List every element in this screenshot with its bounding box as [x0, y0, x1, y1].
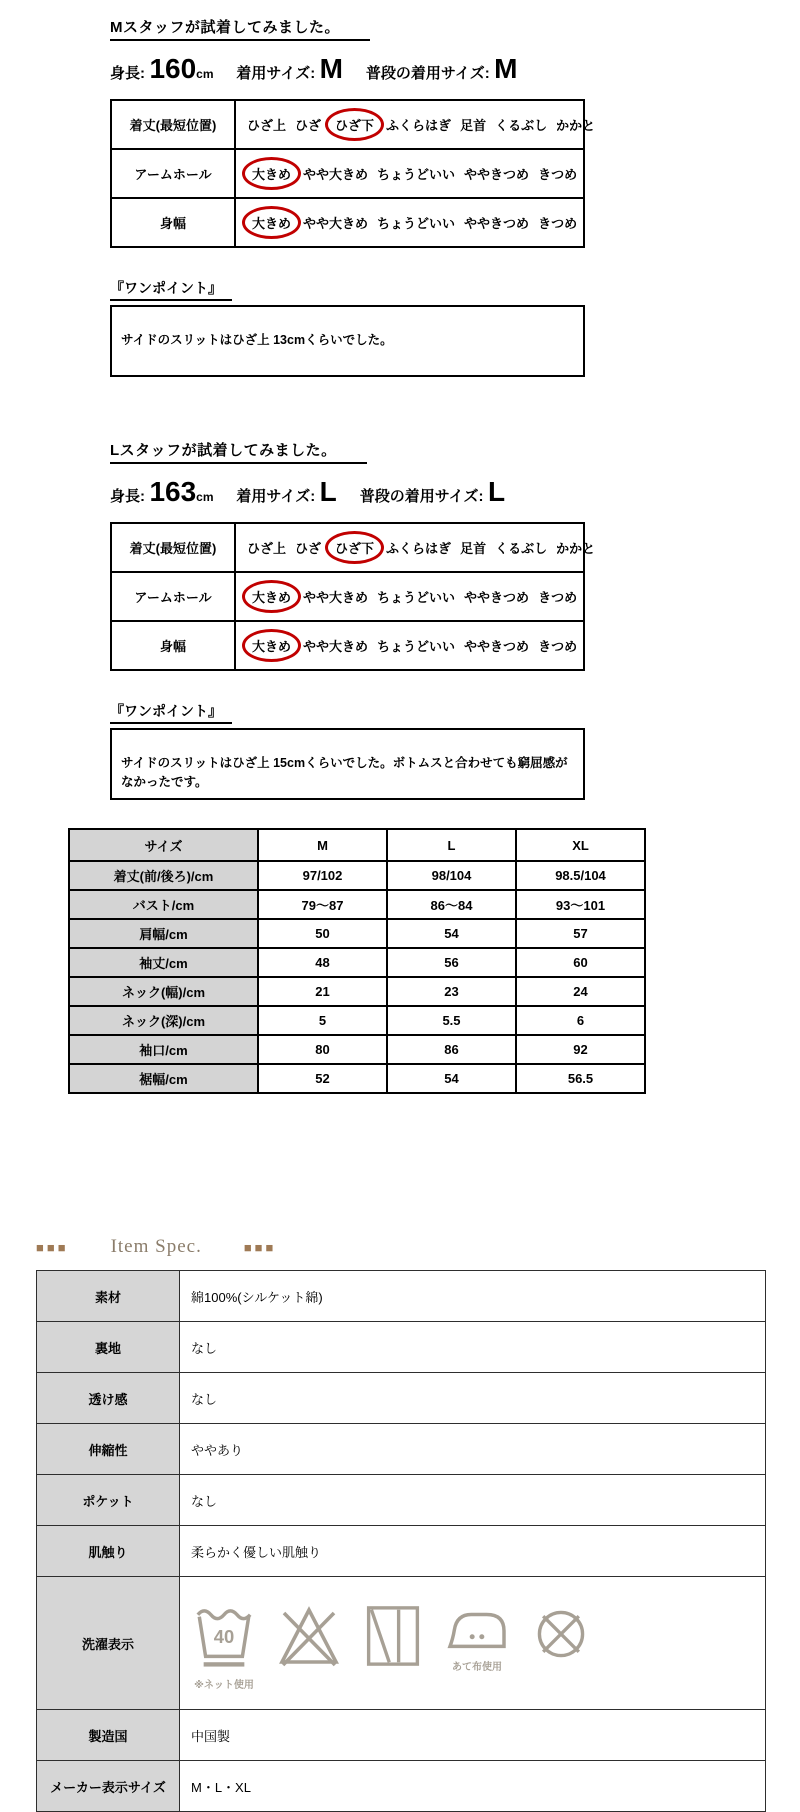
spec-table-row: [37, 1271, 766, 1322]
item-spec-heading: [36, 1236, 800, 1258]
usual-size-value: L: [487, 476, 506, 507]
size-value-cell: 54: [387, 919, 516, 948]
size-column-header: L: [387, 829, 516, 861]
spec-table-row: [37, 1322, 766, 1373]
height-label: 身長:: [110, 65, 145, 82]
fit-table: [110, 99, 596, 248]
fit-option: ちょうどいい: [377, 216, 456, 231]
fit-row-label: アームホール: [112, 573, 236, 620]
fit-option: きつめ: [538, 639, 578, 654]
size-table-row: [69, 861, 645, 890]
fit-option: かかと: [556, 541, 596, 556]
size-table-row: [69, 890, 645, 919]
spec-row-label: 透け感: [37, 1373, 180, 1424]
heading-squares-left-icon: ■■■: [36, 1239, 69, 1255]
fit-row: [112, 150, 583, 199]
spec-row-label: 裏地: [37, 1322, 180, 1373]
fit-row: [112, 524, 596, 573]
fit-options: [236, 199, 586, 246]
fit-option-selected: 大きめ: [242, 157, 301, 190]
size-table: [68, 828, 646, 1094]
fit-option: ふくらはぎ: [386, 118, 452, 133]
fit-row: [112, 622, 583, 669]
fit-option: きつめ: [538, 216, 578, 231]
no-bleach-icon: [277, 1602, 341, 1670]
spec-row-label: 肌触り: [37, 1526, 180, 1577]
size-value-cell: 93〜101: [516, 890, 645, 919]
review-section-m: [110, 0, 800, 377]
size-value-cell: 5.5: [387, 1006, 516, 1035]
size-value-cell: 86〜84: [387, 890, 516, 919]
fit-option: ややきつめ: [464, 216, 530, 231]
fit-option: 足首: [460, 118, 487, 133]
review-title: Mスタッフが試着してみました。: [110, 16, 370, 41]
fit-row-label: 着丈(最短位置): [112, 524, 236, 571]
size-value-cell: 57: [516, 919, 645, 948]
usual-size-label: 普段の着用サイズ:: [365, 65, 490, 82]
spec-row-value: なし: [180, 1373, 766, 1424]
fit-option: きつめ: [538, 590, 578, 605]
spec-row-value: なし: [180, 1322, 766, 1373]
onepoint-comment: サイドのスリットはひざ上 13cmくらいでした。: [110, 305, 585, 377]
fit-option: ひざ: [295, 118, 322, 133]
wear-size-value: L: [319, 476, 337, 507]
height-label: 身長:: [110, 488, 145, 505]
fit-row: [112, 199, 583, 246]
review-section-l: [110, 439, 800, 800]
fit-option-selected: 大きめ: [242, 580, 301, 613]
usual-size-value: M: [494, 53, 518, 84]
size-table-header: [69, 829, 645, 861]
fit-row-label: 着丈(最短位置): [112, 101, 236, 148]
review-stats: [110, 476, 800, 508]
size-value-cell: 97/102: [258, 861, 387, 890]
fit-option: ちょうどいい: [377, 639, 456, 654]
spec-table-row: [37, 1424, 766, 1475]
size-column-header: M: [258, 829, 387, 861]
size-row-label: 肩幅/cm: [69, 919, 258, 948]
spec-table-row: [37, 1710, 766, 1761]
fit-row: [112, 101, 596, 150]
size-table-row: [69, 977, 645, 1006]
onepoint-block: [110, 278, 800, 377]
usual-size-label: 普段の着用サイズ:: [359, 488, 484, 505]
wear-size-label: 着用サイズ:: [236, 488, 316, 505]
spec-row-label: 伸縮性: [37, 1424, 180, 1475]
iron-with-cloth-icon: [445, 1602, 509, 1673]
fit-row: [112, 573, 583, 622]
size-value-cell: 86: [387, 1035, 516, 1064]
fit-options: [236, 524, 604, 571]
fit-option: やや大きめ: [303, 590, 369, 605]
fit-option: ひざ上: [247, 118, 287, 133]
spec-table-row: [37, 1526, 766, 1577]
fit-options: [236, 622, 586, 669]
fit-row-label: アームホール: [112, 150, 236, 197]
height-unit: cm: [196, 67, 214, 81]
review-title: Lスタッフが試着してみました。: [110, 439, 367, 464]
fit-option: やや大きめ: [303, 216, 369, 231]
item-spec-title: Item Spec.: [110, 1236, 202, 1257]
size-row-label: ネック(深)/cm: [69, 1006, 258, 1035]
height-unit: cm: [196, 490, 214, 504]
size-value-cell: 92: [516, 1035, 645, 1064]
spec-row-value: 柔らかく優しい肌触り: [180, 1526, 766, 1577]
size-value-cell: 79〜87: [258, 890, 387, 919]
fit-option: ややきつめ: [464, 590, 530, 605]
fit-option: ちょうどいい: [377, 590, 456, 605]
spec-row-value: 綿100%(シルケット綿): [180, 1271, 766, 1322]
wear-size-label: 着用サイズ:: [236, 65, 316, 82]
fit-option: ややきつめ: [464, 167, 530, 182]
fit-options: [236, 101, 604, 148]
size-value-cell: 5: [258, 1006, 387, 1035]
size-value-cell: 98/104: [387, 861, 516, 890]
spec-row-label: ポケット: [37, 1475, 180, 1526]
review-stats: [110, 53, 800, 85]
fit-option: ややきつめ: [464, 639, 530, 654]
size-value-cell: 56: [387, 948, 516, 977]
size-row-label: ネック(幅)/cm: [69, 977, 258, 1006]
fit-option-selected: 大きめ: [242, 206, 301, 239]
wash-40-icon: [193, 1602, 255, 1691]
size-value-cell: 24: [516, 977, 645, 1006]
size-value-cell: 21: [258, 977, 387, 1006]
spec-table-row: [37, 1761, 766, 1812]
spec-laundry-cell: [180, 1577, 766, 1710]
onepoint-block: [110, 701, 800, 800]
spec-row-value: ややあり: [180, 1424, 766, 1475]
fit-option: やや大きめ: [303, 639, 369, 654]
size-value-cell: 98.5/104: [516, 861, 645, 890]
fit-option: 足首: [460, 541, 487, 556]
size-row-label: 袖口/cm: [69, 1035, 258, 1064]
spec-row-value: 中国製: [180, 1710, 766, 1761]
size-value-cell: 48: [258, 948, 387, 977]
size-table-row: [69, 1035, 645, 1064]
fit-row-label: 身幅: [112, 199, 236, 246]
onepoint-title: 『ワンポイント』: [110, 701, 232, 724]
fit-option: くるぶし: [495, 118, 548, 133]
fit-option: やや大きめ: [303, 167, 369, 182]
spec-row-label: 製造国: [37, 1710, 180, 1761]
iron-caption: あて布使用: [452, 1661, 502, 1673]
size-table-row: [69, 1064, 645, 1093]
line-dry-shade-icon: [363, 1602, 423, 1670]
fit-option: きつめ: [538, 167, 578, 182]
height-value: 160: [149, 53, 197, 84]
fit-option: ひざ: [295, 541, 322, 556]
wear-size-value: M: [319, 53, 343, 84]
size-value-cell: 23: [387, 977, 516, 1006]
size-value-cell: 60: [516, 948, 645, 977]
size-row-label: バスト/cm: [69, 890, 258, 919]
size-table-row: [69, 948, 645, 977]
size-value-cell: 50: [258, 919, 387, 948]
fit-option-selected: ひざ下: [325, 531, 384, 564]
wash-caption: ※ネット使用: [194, 1679, 254, 1691]
item-spec-table: [36, 1270, 766, 1812]
spec-row-label: メーカー表示サイズ: [37, 1761, 180, 1812]
spec-row-value: M・L・XL: [180, 1761, 766, 1812]
size-value-cell: 56.5: [516, 1064, 645, 1093]
size-table-row: [69, 919, 645, 948]
fit-option-selected: 大きめ: [242, 629, 301, 662]
fit-option: ちょうどいい: [377, 167, 456, 182]
spec-table-row: [37, 1373, 766, 1424]
fit-option: かかと: [556, 118, 596, 133]
size-column-header: サイズ: [69, 829, 258, 861]
size-table-row: [69, 1006, 645, 1035]
size-row-label: 着丈(前/後ろ)/cm: [69, 861, 258, 890]
fit-options: [236, 573, 586, 620]
size-value-cell: 52: [258, 1064, 387, 1093]
spec-row-label: 素材: [37, 1271, 180, 1322]
size-value-cell: 80: [258, 1035, 387, 1064]
heading-squares-right-icon: ■■■: [243, 1239, 277, 1255]
size-row-label: 袖丈/cm: [69, 948, 258, 977]
no-dry-clean-icon: [531, 1602, 591, 1666]
fit-option-selected: ひざ下: [325, 108, 384, 141]
fit-option: ふくらはぎ: [386, 541, 452, 556]
size-row-label: 裾幅/cm: [69, 1064, 258, 1093]
fit-option: くるぶし: [495, 541, 548, 556]
laundry-symbols: [191, 1596, 764, 1691]
svg-text:40: 40: [213, 1625, 235, 1647]
spec-table-row: [37, 1577, 766, 1710]
spec-table-row: [37, 1475, 766, 1526]
size-value-cell: 54: [387, 1064, 516, 1093]
onepoint-comment: サイドのスリットはひざ上 15cmくらいでした。ボトムスと合わせても窮屈感がなかったです。: [110, 728, 585, 800]
fit-table: [110, 522, 596, 671]
height-value: 163: [149, 476, 197, 507]
fit-options: [236, 150, 586, 197]
onepoint-title: 『ワンポイント』: [110, 278, 232, 301]
size-value-cell: 6: [516, 1006, 645, 1035]
spec-row-value: なし: [180, 1475, 766, 1526]
fit-row-label: 身幅: [112, 622, 236, 669]
spec-row-label: 洗濯表示: [37, 1577, 180, 1710]
size-column-header: XL: [516, 829, 645, 861]
fit-option: ひざ上: [247, 541, 287, 556]
